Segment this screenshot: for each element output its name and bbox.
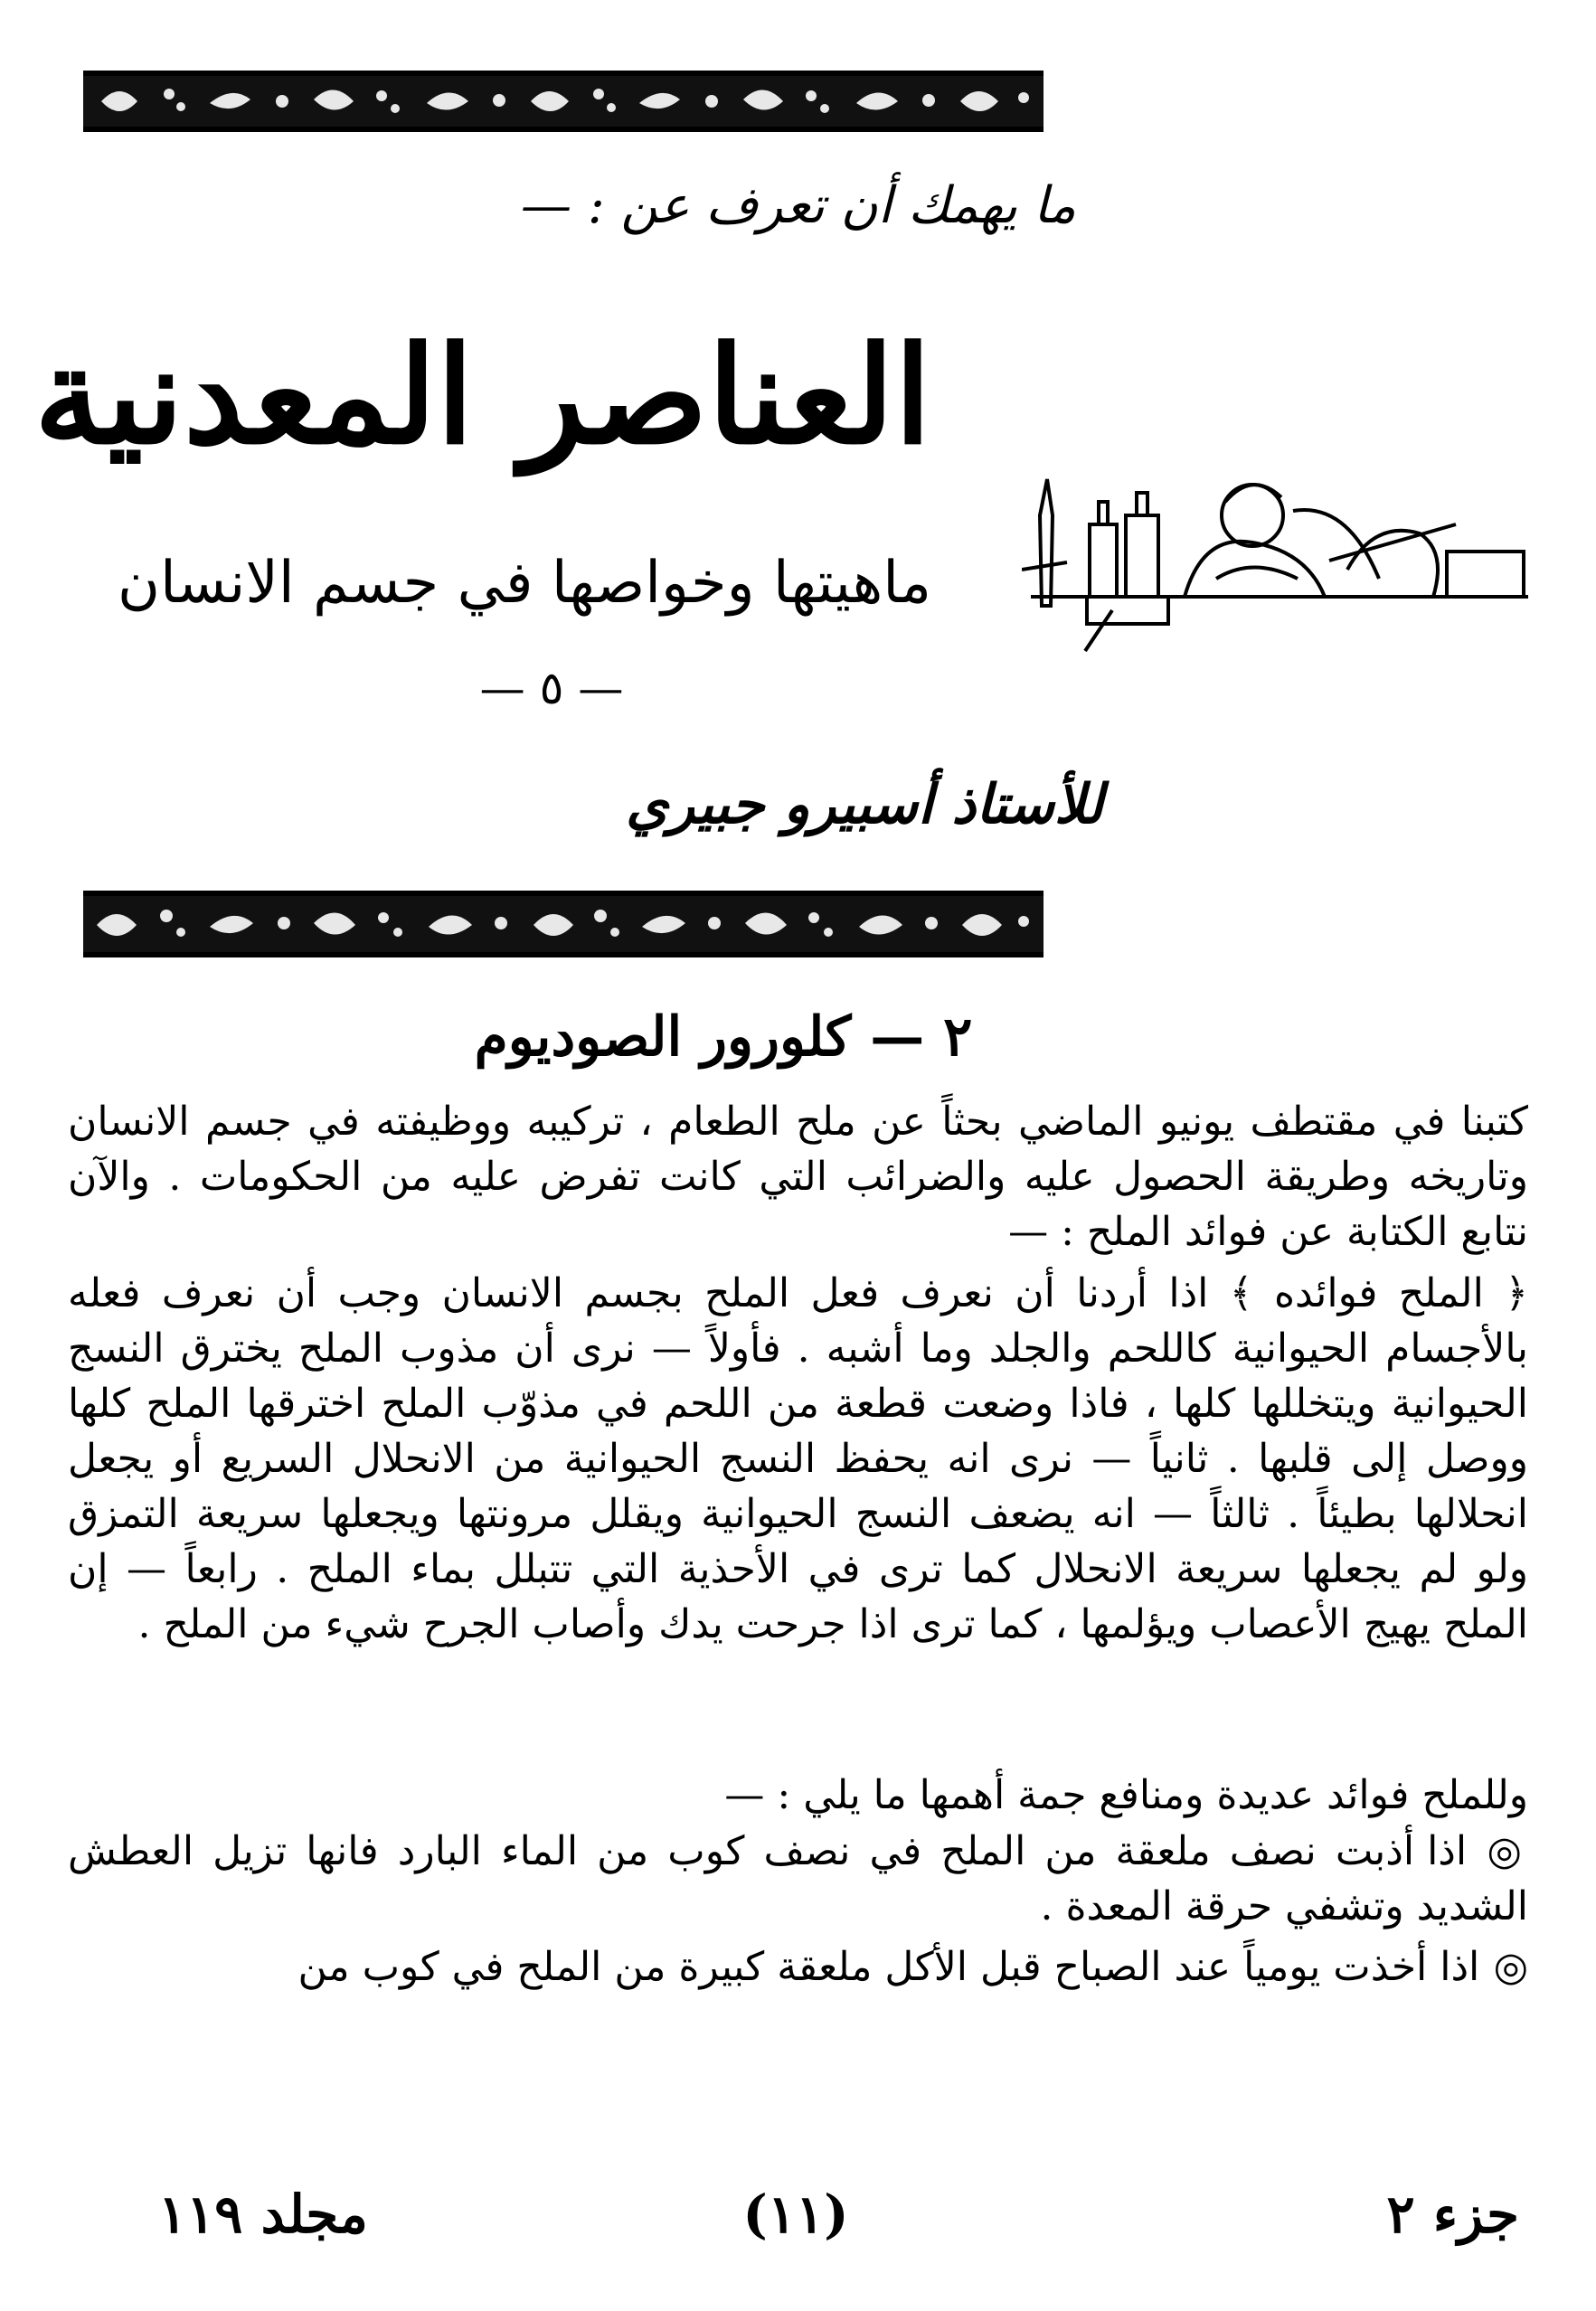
paragraph: كتبنا في مقتطف يونيو الماضي بحثاً عن ملح الطعام ، تركيبه ووظيفته في جسم الانسان وتاريخه وطريقة الحصول عليه والضرائب التي كانت تفرض عليه من الحكومات . والآن نتابع الكتابة عن فوائد الملح : — (68, 1099, 1528, 1255)
bullet-item (68, 1824, 1528, 1934)
page-title: العناصر المعدنية (33, 316, 931, 474)
leaf-pattern-icon (83, 76, 1044, 127)
part-number: — ٥ — (479, 662, 624, 714)
part-label: جزء ٢ (1386, 2184, 1519, 2245)
page-number: (١١) (742, 2184, 849, 2245)
bullet-text: اذا أخذت يومياً عند الصباح قبل الأكل ملعقة كبيرة من الملح في كوب من (297, 1944, 1480, 1990)
kicker-text: ما يهمك أن تعرف عن : — (521, 176, 1076, 235)
bullseye-icon: ◎ (1467, 1828, 1529, 1874)
bullseye-icon: ◎ (1479, 1944, 1528, 1990)
top-ornamental-banner (83, 71, 1044, 132)
volume-label: مجلد ١١٩ (158, 2184, 368, 2245)
bullet-item (68, 1939, 1528, 1995)
paragraph: وللملح فوائد عديدة ومنافع جمة أهمها ما يلي : — (724, 1772, 1528, 1818)
paragraph: ﴿ الملح فوائده ﴾ اذا أردنا أن نعرف فعل الملح بجسم الانسان وجب أن نعرف فعله بالأجسام الحيوانية كاللحم والجلد وما أشبه . فأولاً — نرى أن مذوب الملح يخترق النسج الحيوانية ويتخللها كلها ، فاذا وضعت قطعة من اللحم في مذوّب الملح اخترقها الملح كلها ووصل إلى قلبها . ثانياً — نرى انه يحفظ النسج الحيوانية من الانحلال السريع أو يجعل انحلالها بطيئاً . ثالثاً — انه يضعف النسج الحيوانية ويقلل مرونتها ويجعلها سريعة التمزق ولو لم يجعلها سريعة الانحلال كما ترى في الأحذية التي تتبلل بماء الملح . رابعاً — إن الملح يهيج الأعصاب ويؤلمها ، كما ترى اذا جرحت يدك وأصاب الجرح شيء من الملح . (68, 1270, 1528, 1647)
section-heading: ٢ — كلورور الصوديوم (474, 1005, 973, 1069)
leaf-pattern-icon (83, 896, 1044, 952)
middle-ornamental-banner (83, 891, 1044, 957)
scientist-illustration (1022, 461, 1537, 687)
author-byline: للأستاذ أسبيرو جبيري (626, 773, 1103, 836)
subtitle: ماهيتها وخواصها في جسم الانسان (117, 550, 931, 617)
bullet-text: اذا أذبت نصف ملعقة من الملح في نصف كوب من الماء البارد فانها تزيل العطش الشديد وتشفي حرقة المعدة . (68, 1828, 1528, 1929)
